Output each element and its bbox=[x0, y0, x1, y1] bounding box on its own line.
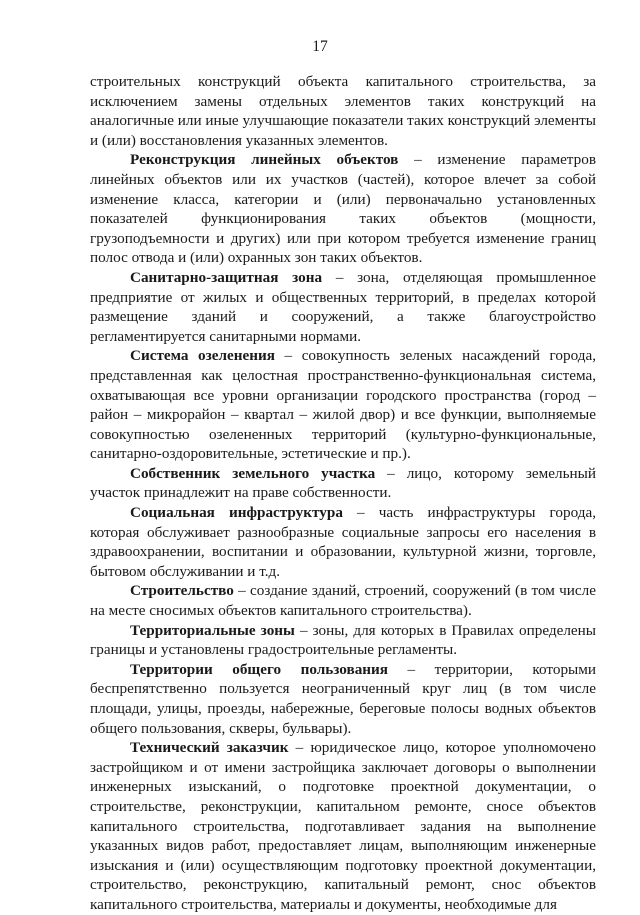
term-public-territories: Территории общего пользования bbox=[130, 660, 389, 678]
paragraph-social-infrastructure bbox=[90, 503, 596, 581]
term-land-owner: Собственник земельного участка bbox=[130, 464, 376, 482]
paragraph-reconstruction-linear bbox=[90, 150, 596, 268]
term-construction: Строительство bbox=[130, 582, 234, 600]
paragraph-continuation bbox=[90, 72, 596, 150]
definition-reconstruction-linear: – изменение параметров линейных объектов или их участков (частей), которое влечет за собой изменение класса, категории и (или) первоначально установленных показателей функционирования таких объектов (мощности, грузоподъемности и других) или при котором требуется изменение границ полос отвода и (или) охранных зон таких объектов. bbox=[90, 151, 596, 267]
term-territorial-zones: Территориальные зоны bbox=[130, 621, 295, 639]
definition-continuation: строительных конструкций объекта капитального строительства, за исключением замены отдельных элементов таких конструкций на аналогичные или иные улучшающие показатели таких конструкций элементы и (или) восстановления указанных элементов. bbox=[90, 73, 596, 149]
paragraph-land-owner bbox=[90, 464, 596, 503]
paragraph-construction bbox=[90, 581, 596, 620]
term-reconstruction-linear: Реконструкция линейных объектов bbox=[130, 151, 399, 169]
term-social-infrastructure: Социальная инфраструктура bbox=[130, 504, 343, 522]
paragraph-public-territories bbox=[90, 660, 596, 738]
definition-construction: – создание зданий, строений, сооружений (в том числе на месте сносимых объектов капитального строительства). bbox=[90, 582, 596, 620]
term-sanitary-zone: Санитарно-защитная зона bbox=[130, 268, 323, 286]
paragraph-sanitary-zone bbox=[90, 268, 596, 346]
definition-land-owner: – лицо, которому земельный участок принадлежит на праве собственности. bbox=[90, 464, 596, 502]
definition-greening-system: – совокупность зеленых насаждений города, представленная как целостная пространственно-функциональная система, охватывающая все уровни организации городского пространства (город – район – микрорайон – квартал – жилой двор) и все функции, выполняемые совокупностью озелененных территорий (культурно-функциональные, санитарно-оздоровительные, эстетические и пр.). bbox=[90, 347, 596, 463]
term-greening-system: Система озеленения bbox=[130, 347, 275, 365]
definition-social-infrastructure: – часть инфраструктуры города, которая обслуживает разнообразные социальные запросы его населения в здравоохранении, воспитании и образовании, культурной жизни, торговле, бытовом обслуживании и т.д. bbox=[90, 504, 596, 580]
document-text bbox=[90, 72, 596, 915]
paragraph-greening-system bbox=[90, 346, 596, 464]
definition-territorial-zones: – зоны, для которых в Правилах определены границы и установлены градостроительные регламенты. bbox=[90, 621, 596, 659]
definition-technical-customer: – юридическое лицо, которое уполномочено застройщиком и от имени застройщика заключает договоры о выполнении инженерных изысканий, о подготовке проектной документации, о строительстве, реконструкции, капитальном ремонте, сносе объектов капитального строительства, подготавливает задания на выполнение указанных видов работ, предоставляет лицам, выполняющим инженерные изыскания и (или) осуществляющим подготовку проектной документации, строительство, реконструкцию, капитальный ремонт, снос объектов капитального строительства, материалы и документы, необходимые для bbox=[90, 739, 596, 913]
paragraph-territorial-zones bbox=[90, 621, 596, 660]
definition-public-territories: – территории, которыми беспрепятственно пользуется неограниченный круг лиц (в том числе площади, улицы, проезды, набережные, береговые полосы водных объектов общего пользования, скверы, бульвары). bbox=[90, 660, 596, 737]
term-technical-customer: Технический заказчик bbox=[130, 739, 289, 757]
paragraph-technical-customer bbox=[90, 738, 596, 914]
definition-sanitary-zone: – зона, отделяющая промышленное предприятие от жилых и общественных территорий, в пределах которой размещение зданий и сооружений, а также благоустройство регламентируется санитарными нормами. bbox=[90, 268, 596, 345]
page-number: 17 bbox=[312, 38, 328, 55]
